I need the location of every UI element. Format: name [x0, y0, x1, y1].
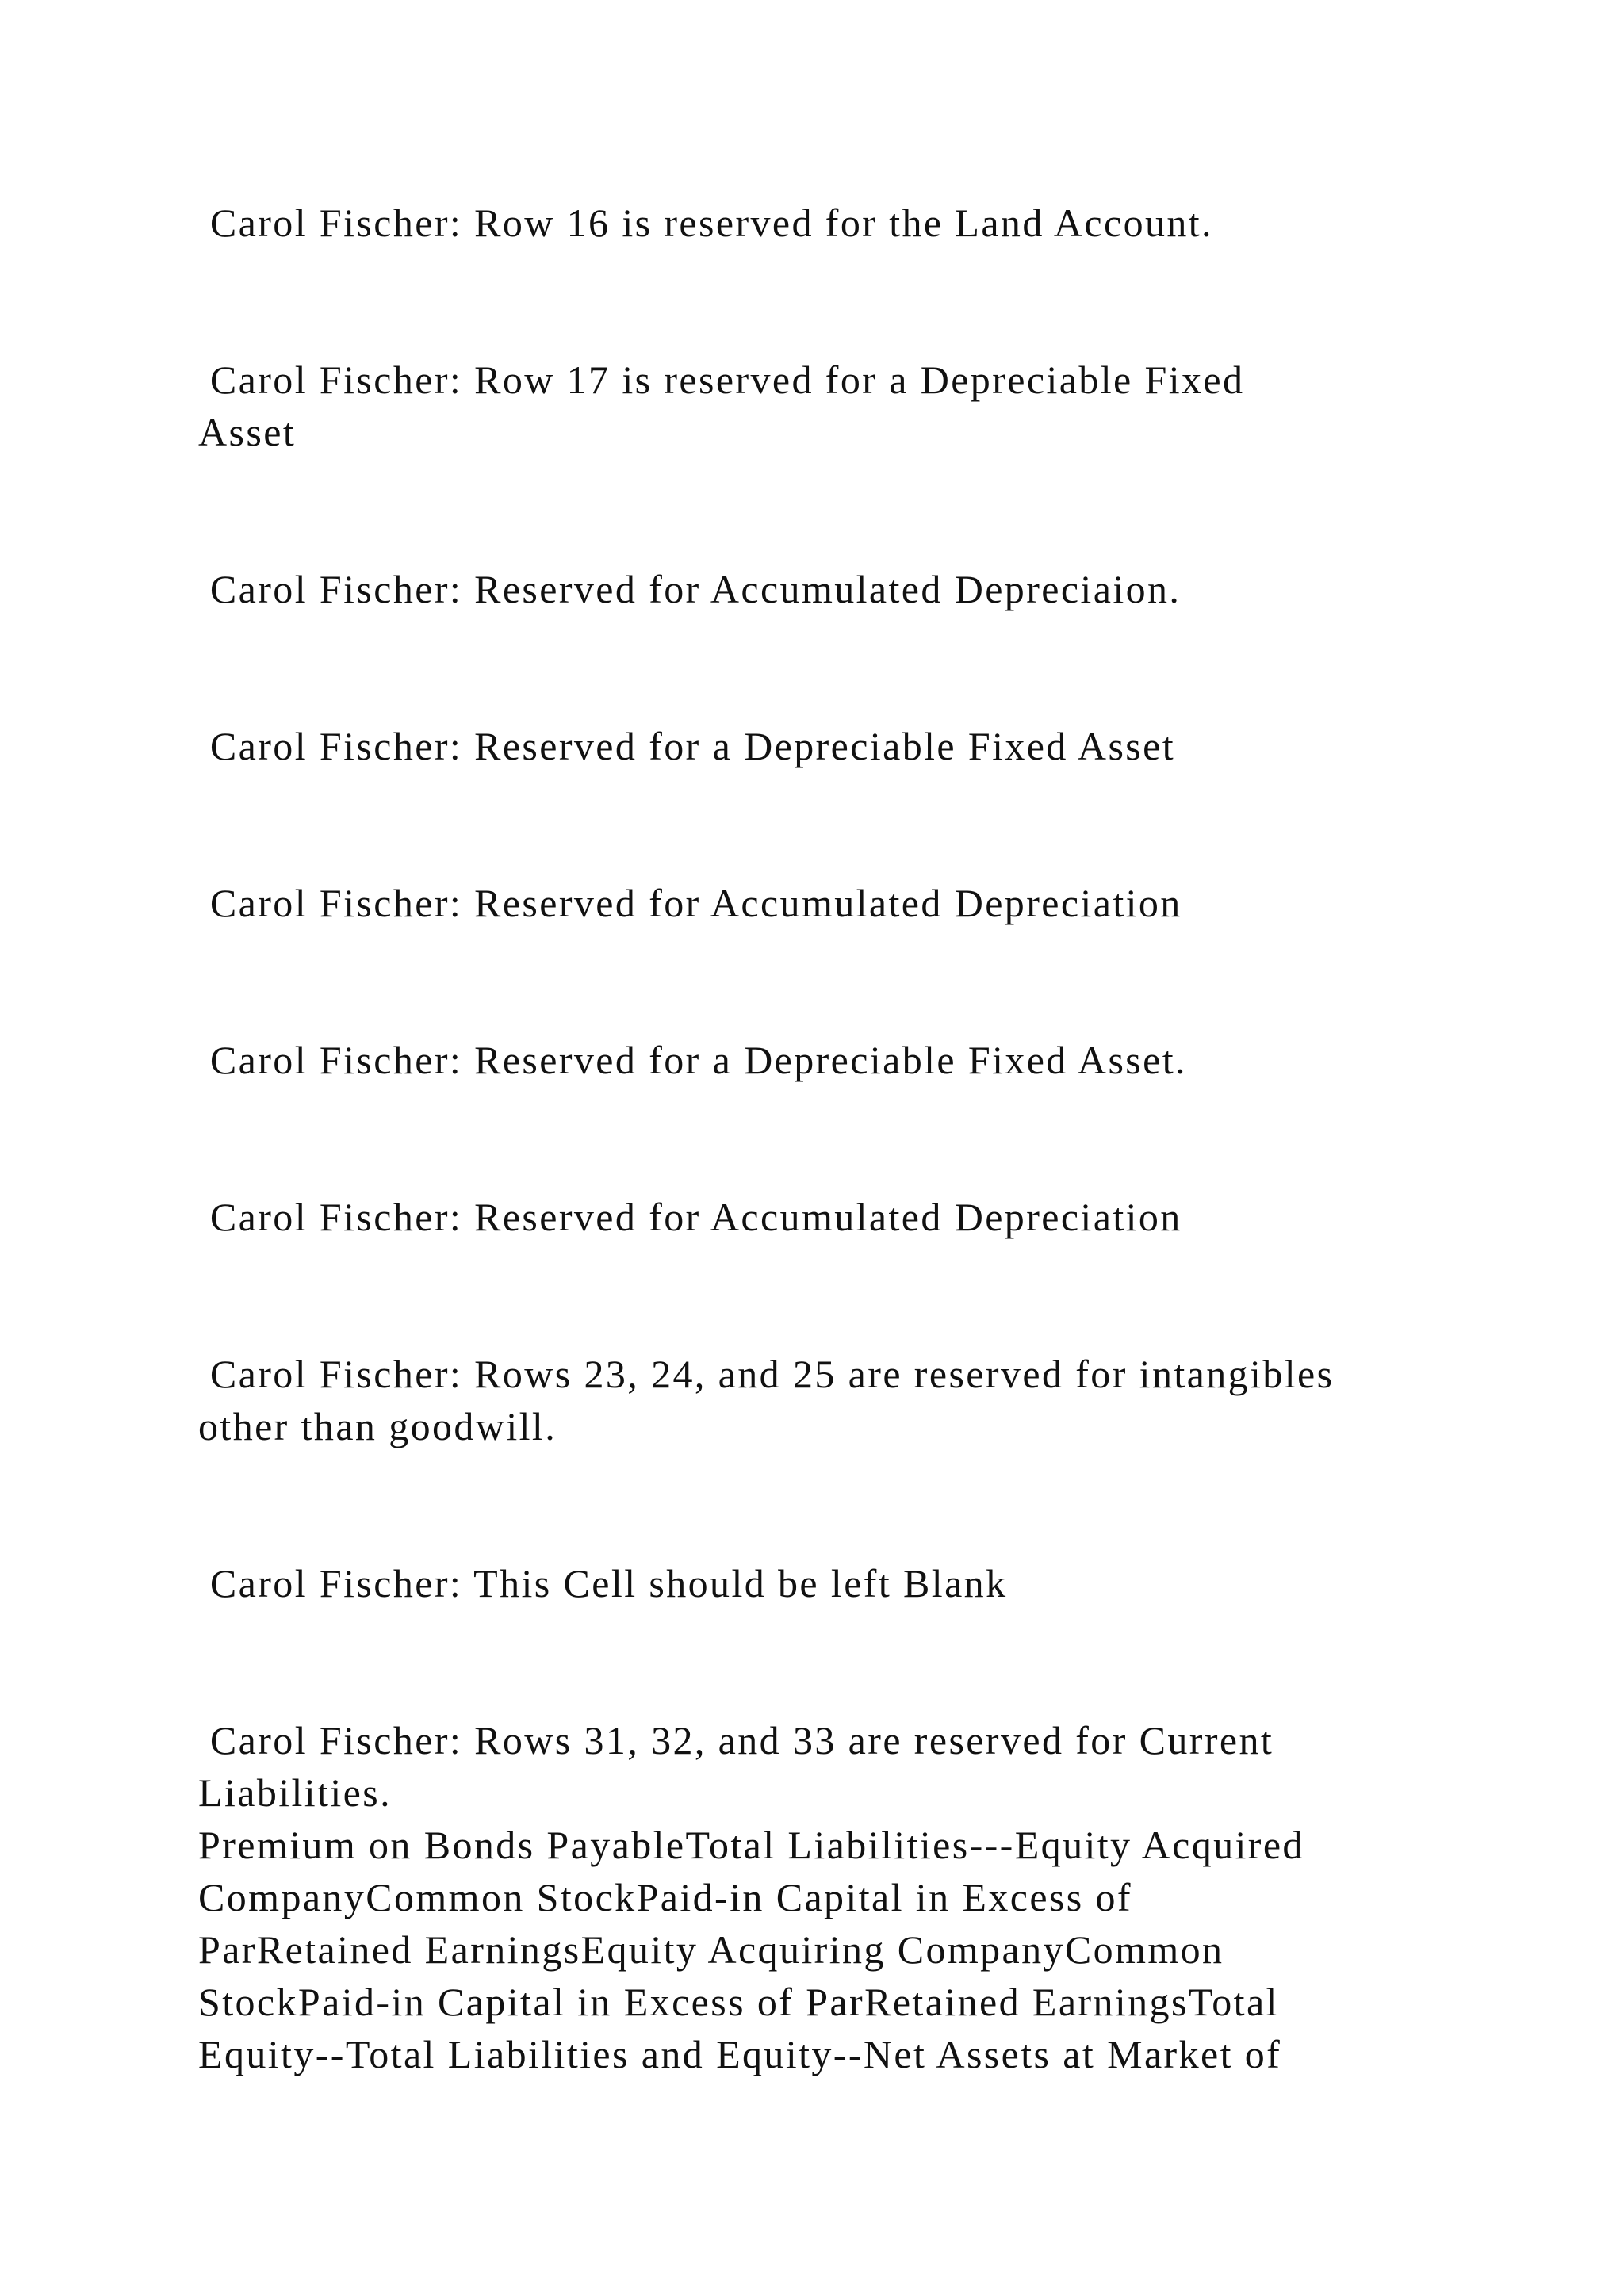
- body-line-4: StockPaid-in Capital in Excess of ParRetained EarningsTotal: [198, 1980, 1279, 2024]
- comment-row-17-fixed-asset-cont: Asset: [198, 410, 297, 454]
- comment-accumulated-depreciation-2: Carol Fischer: Reserved for Accumulated Depreciation: [198, 881, 1182, 925]
- comment-current-liabilities: Carol Fischer: Rows 31, 32, and 33 are reserved for Current: [198, 1718, 1274, 1762]
- comment-blank-cell: Carol Fischer: This Cell should be left Blank: [198, 1561, 1008, 1605]
- comment-fixed-asset-2: Carol Fischer: Reserved for a Depreciable Fixed Asset: [198, 724, 1176, 768]
- comment-fixed-asset-3: Carol Fischer: Reserved for a Depreciable Fixed Asset.: [198, 1038, 1187, 1082]
- body-line-2: CompanyCommon StockPaid-in Capital in Excess of: [198, 1875, 1132, 1919]
- body-line-3: ParRetained EarningsEquity Acquiring CompanyCommon: [198, 1927, 1224, 1972]
- comment-intangibles-cont: other than goodwill.: [198, 1404, 557, 1448]
- comment-row-17-fixed-asset: Carol Fischer: Row 17 is reserved for a Depreciable Fixed: [198, 358, 1245, 402]
- comment-intangibles: Carol Fischer: Rows 23, 24, and 25 are reserved for intangibles: [198, 1352, 1335, 1396]
- comment-row-16-land: Carol Fischer: Row 16 is reserved for the Land Account.: [198, 201, 1213, 245]
- body-line-1: Premium on Bonds PayableTotal Liabilities---Equity Acquired: [198, 1823, 1304, 1867]
- body-line-5: Equity--Total Liabilities and Equity--Net Assets at Market of: [198, 2032, 1282, 2076]
- comment-current-liabilities-cont: Liabilities.: [198, 1770, 393, 1815]
- comment-accumulated-depreciation-3: Carol Fischer: Reserved for Accumulated Depreciation: [198, 1195, 1182, 1239]
- comment-accumulated-depreciation-1: Carol Fischer: Reserved for Accumulated Depreciaion.: [198, 567, 1182, 611]
